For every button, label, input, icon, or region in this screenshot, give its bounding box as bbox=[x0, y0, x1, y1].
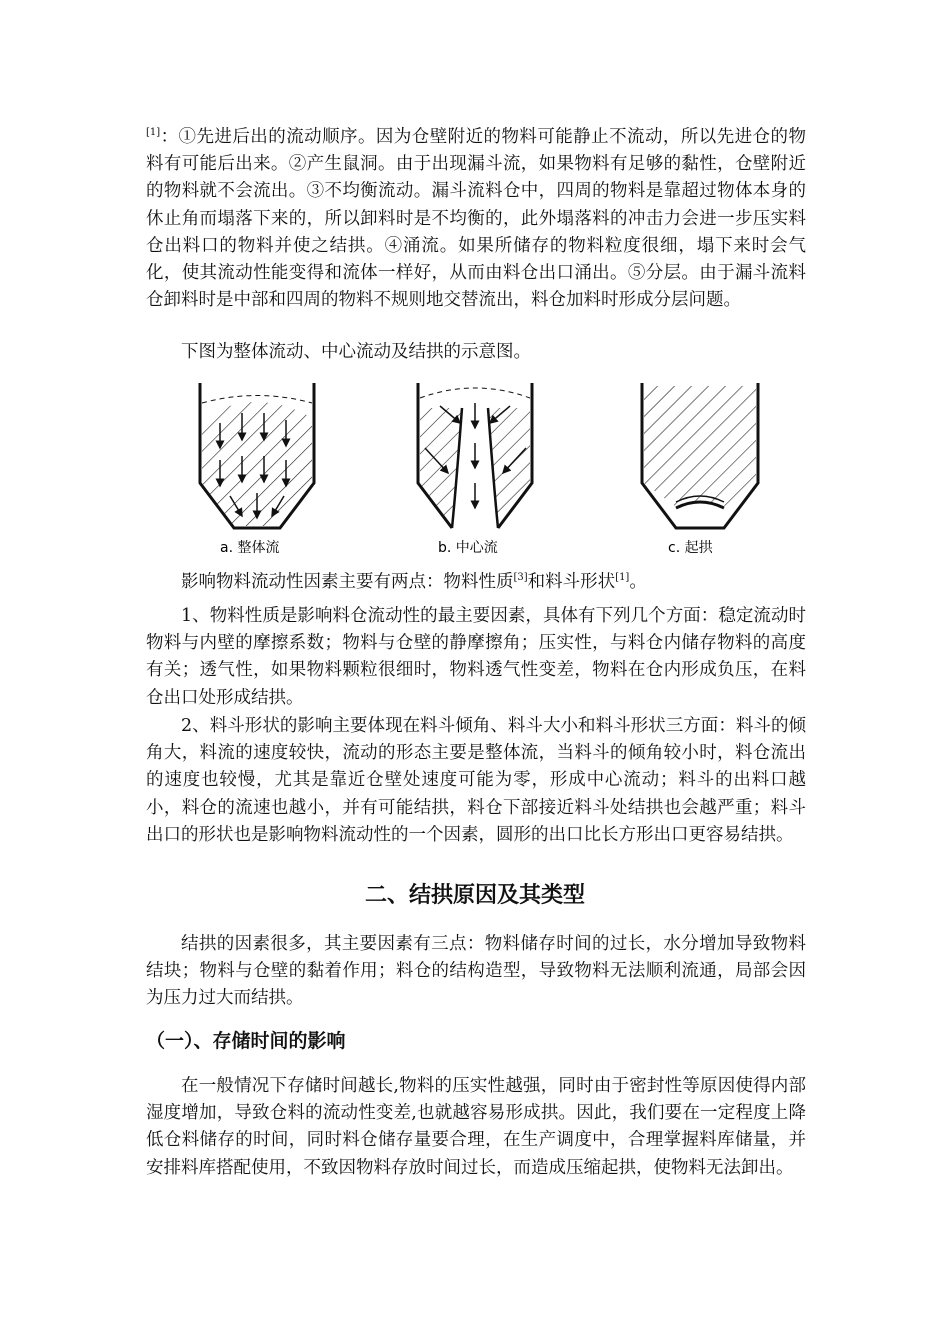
funnel-flow-diagram bbox=[418, 383, 532, 528]
paragraph-flow-problems bbox=[146, 124, 806, 314]
flow-diagram-figure bbox=[190, 378, 780, 556]
paragraph-text: ：①先进后出的流动顺序。因为仓壁附近的物料可能静止不流动，所以先进仓的物料有可能后出来。②产生鼠洞。由于出现漏斗流，如果物料有足够的黏性，仓壁附近的物料就不会流出。③不均衡流动。漏斗流料仓中，四周的物料是靠超过物体本身的休止角而塌落下来的，所以卸料时是不均衡的，此外塌落料的冲击力会进一步压实料仓出料口的物料并使之结拱。④涌流。如果所储存的物料粒度很细，塌下来时会气化，使其流动性能变得和流体一样好，从而由料仓出口涌出。⑤分层。由于漏斗流料仓卸料时是中部和四周的物料不规则地交替流出，料仓加料时形成分层问题。 bbox=[146, 127, 806, 311]
citation-ref: [1] bbox=[146, 127, 161, 138]
caption-c: c. 起拱 bbox=[668, 540, 713, 556]
arching-diagram bbox=[642, 383, 758, 528]
citation-ref: [3] bbox=[513, 572, 528, 583]
mass-flow-diagram bbox=[200, 383, 314, 528]
material-property-paragraph: 1、物料性质是影响料仓流动性的最主要因素，具体有下列几个方面：稳定流动时物料与内壁的摩擦系数；物料与仓壁的静摩擦角；压实性，与料仓内储存物料的高度有关；透气性，如果物料颗粒很细时，物料透气性变差，物料在仓内形成负压，在料仓出口处形成结拱。 bbox=[146, 606, 806, 708]
caption-a: a. 整体流 bbox=[220, 540, 280, 556]
subsection-heading: （一）、存储时间的影响 bbox=[146, 1030, 346, 1052]
hopper-shape-paragraph: 2、料斗形状的影响主要体现在料斗倾角、料斗大小和料斗形状三方面：料斗的倾角大，料流的速度较快，流动的形态主要是整体流，当料斗的倾角较小时，料仓流出的速度也较慢，尤其是靠近仓壁处速度可能为零，形成中心流动；料斗的出料口越小，料仓的流速也越小，并有可能结拱，料仓下部接近料斗处结拱也会越严重；料斗出口的形状也是影响物料流动性的一个因素，圆形的出口比长方形出口更容易结拱。 bbox=[146, 716, 806, 845]
section-heading: 二、结拱原因及其类型 bbox=[364, 883, 585, 908]
citation-ref: [1] bbox=[615, 572, 630, 583]
figure-intro-paragraph: 下图为整体流动、中心流动及结拱的示意图。 bbox=[181, 342, 531, 362]
storage-time-paragraph: 在一般情况下存储时间越长,物料的压实性越强，同时由于密封性等原因使得内部湿度增加，导致仓料的流动性变差,也就越容易形成拱。因此，我们要在一定程度上降低仓料储存的时间，同时料仓储存量要合理，在生产调度中，合理掌握料库储量，并安排料库搭配使用，不致因物料存放时间过长，而造成压缩起拱，使物料无法卸出。 bbox=[146, 1076, 806, 1178]
factors-paragraph bbox=[146, 569, 806, 596]
arching-causes-paragraph: 结拱的因素很多，其主要因素有三点：物料储存时间的过长，水分增加导致物料结块；物料与仓壁的黏着作用；料仓的结构造型，导致物料无法顺利流通，局部会因为压力过大而结拱。 bbox=[146, 934, 806, 1009]
text-segment: 影响物料流动性因素主要有两点：物料性质 bbox=[181, 572, 514, 592]
caption-b: b. 中心流 bbox=[438, 540, 498, 556]
text-segment: 和料斗形状 bbox=[527, 572, 616, 592]
text-segment: 。 bbox=[629, 572, 647, 592]
